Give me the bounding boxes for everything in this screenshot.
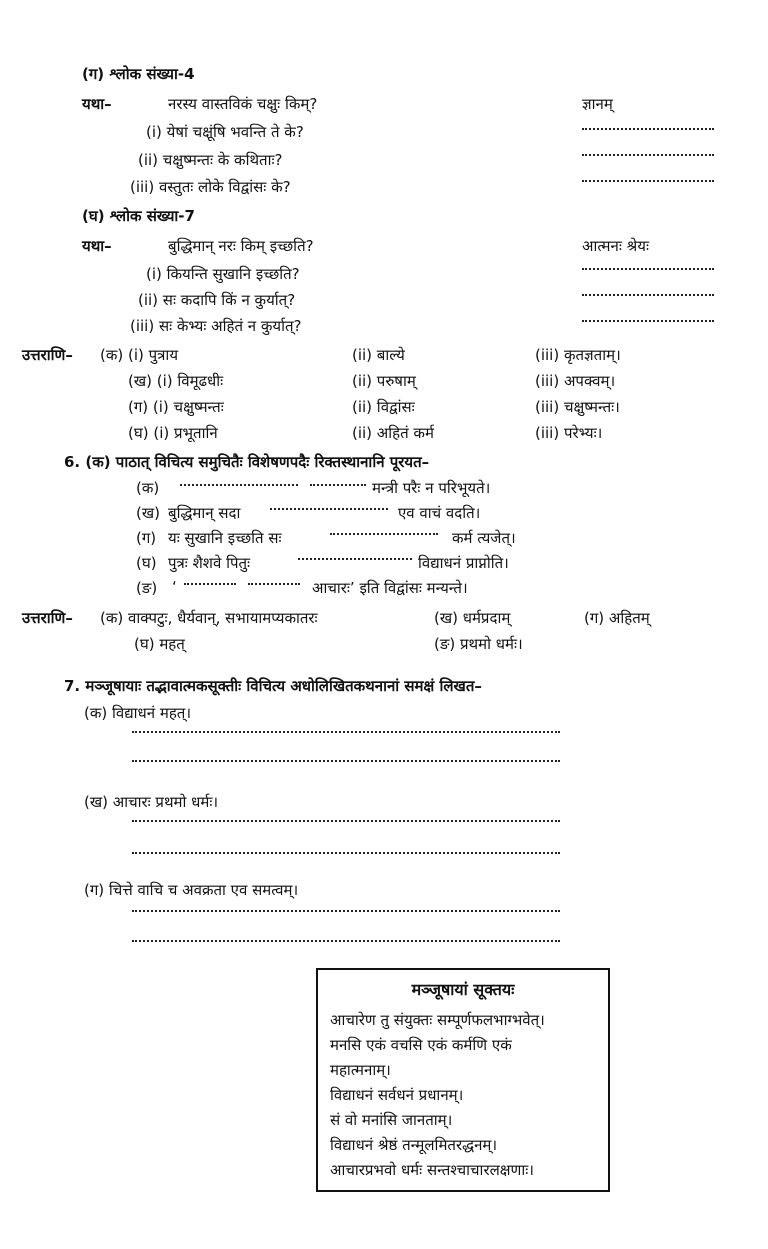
example-question: नरस्य वास्तविकं चक्षुः किम्? [168,95,318,113]
question: (i) कियन्ति सुखानि इच्छति? [146,265,300,283]
write-line[interactable] [132,852,560,854]
question-6-heading: 6. (क) पाठात् विचित्य समुचितैः विशेषणपदैः रिक्तस्थानानि पूरयत– [64,453,430,471]
box-line: आचारप्रभवो धर्मः सन्तश्चाचारलक्षणाः। [330,1161,534,1179]
answer-blank[interactable] [582,268,714,270]
question: (ii) सः कदापि किं न कुर्यात्? [138,291,296,309]
fill-label: (घ) [136,554,157,572]
section-heading-gha: (घ) श्लोक संख्या-7 [82,207,195,225]
box-line: आचारेण तु संयुक्तः सम्पूर्णफलभाग्भवेत्। [330,1011,545,1029]
answer-blank[interactable] [582,128,714,130]
answer-cell: (ग) अहितम् [584,609,650,627]
fill-label: (ग) [136,529,157,547]
answer-blank[interactable] [582,180,714,182]
question-7-heading: 7. मञ्जूषायाः तद्भावात्मकसूक्तीः विचित्य अधोलिखितकथनानां समक्षं लिखत– [64,677,482,695]
example-label: यथा– [82,95,112,113]
box-line: मनसि एकं वचसि एकं कर्मणि एकं [330,1036,512,1054]
example-answer: आत्मनः श्रेयः [582,237,649,255]
answer-cell: (घ) (i) प्रभूतानि [128,424,218,442]
question: (iii) सः केभ्यः अहितं न कुर्यात्? [130,317,302,335]
answer-cell: (क) वाक्पटुः, धैर्यवान्, सभायामप्यकातरः [100,609,318,627]
answer-cell: (iii) परेभ्यः। [535,424,603,442]
fill-blank[interactable] [298,558,412,560]
answers-label: उत्तराणि– [22,609,73,627]
answer-cell: (iii) अपक्वम्। [535,372,616,390]
fill-text: कर्म त्यजेत्। [452,529,516,547]
fill-text: एव वाचं वदति। [398,504,481,522]
sukti-box [316,968,610,1192]
answers-label: उत्तराणि– [22,346,73,364]
answer-cell: (ङ) प्रथमो धर्मः। [434,635,523,653]
box-line: विद्याधनं श्रेष्ठं तन्मूलमितरद्धनम्। [330,1136,498,1154]
fill-blank[interactable] [248,583,300,585]
fill-text: यः सुखानि इच्छति सः [168,529,282,547]
box-line: विद्याधनं सर्वधनं प्रधानम्। [330,1086,464,1104]
box-line: सं वो मनांसि जानताम्। [330,1111,453,1129]
answer-blank[interactable] [582,154,714,156]
fill-text: मन्त्री परैः न परिभूयते। [372,479,491,497]
fill-text: विद्याधनं प्राप्नोति। [418,554,509,572]
fill-blank[interactable] [330,533,438,535]
question: (ii) चक्षुष्मन्तः के कथिताः? [138,151,283,169]
section-heading-ga: (ग) श्लोक संख्या-4 [82,65,195,83]
write-line[interactable] [132,820,560,822]
example-question: बुद्धिमान् नरः किम् इच्छति? [168,237,314,255]
example-label: यथा– [82,237,112,255]
fill-text: आचारः’ इति विद्वांसः मन्यन्ते। [312,579,468,597]
fill-blank[interactable] [310,484,366,486]
write-line[interactable] [132,910,560,912]
answer-cell: (iii) चक्षुष्मन्तः। [535,398,620,416]
fill-label: (ङ) [136,579,158,597]
question: (iii) वस्तुतः लोके विद्वांसः के? [130,178,291,196]
write-line[interactable] [132,940,560,942]
fill-label: (ख) [136,504,160,522]
answer-blank[interactable] [582,294,714,296]
answer-blank[interactable] [582,320,714,322]
write-line[interactable] [132,731,560,733]
statement: (क) विद्याधनं महत्। [84,704,192,722]
fill-text: पुत्रः शैशवे पितुः [168,554,251,572]
fill-blank[interactable] [184,583,236,585]
fill-blank[interactable] [180,484,298,486]
write-line[interactable] [132,760,560,762]
answer-cell: (iii) कृतज्ञताम्। [535,346,621,364]
answer-cell: (ग) (i) चक्षुष्मन्तः [128,398,224,416]
statement: (ख) आचारः प्रथमो धर्मः। [84,793,219,811]
answer-cell: (क) (i) पुत्राय [100,346,179,364]
question: (i) येषां चक्षूंषि भवन्ति ते के? [146,123,304,141]
box-title: मञ्जूषायां सूक्तयः [411,980,515,999]
answer-cell: (घ) महत् [134,635,185,653]
answer-cell: (ii) बाल्ये [352,346,405,364]
answer-cell: (ii) परुषाम् [352,372,416,390]
fill-label: (क) [136,479,160,497]
fill-text: ‘ [172,578,177,596]
fill-blank[interactable] [270,508,388,510]
answer-cell: (ख) (i) विमूढधीः [128,372,224,390]
answer-cell: (ii) विद्वांसः [352,398,415,416]
answer-cell: (ii) अहितं कर्म [352,424,434,442]
answer-cell: (ख) धर्मप्रदाम् [434,609,511,627]
statement: (ग) चित्ते वाचि च अवक्रता एव समत्वम्। [84,881,299,899]
box-line: महात्मनाम्। [330,1061,391,1079]
example-answer: ज्ञानम् [582,95,613,113]
fill-text: बुद्धिमान् सदा [168,504,241,522]
